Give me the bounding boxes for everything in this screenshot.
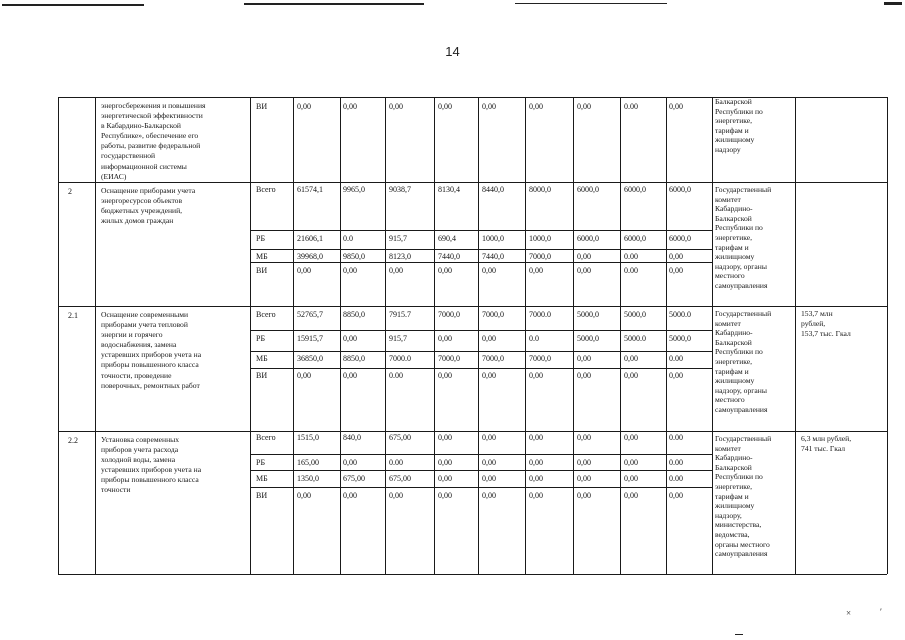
funding-value: 0.00 [669,433,683,442]
responsible-executor [715,309,797,415]
funding-value: 0,00 [482,491,496,500]
funding-value: 0,00 [482,474,496,483]
table-border-vertical [385,97,386,574]
responsible-line: Кабардино- [715,453,753,463]
funding-value: 0,00 [624,458,638,467]
indicator-line: 6,3 млн рублей, [801,434,852,443]
funding-value: 5000,0 [577,310,599,319]
responsible-line: самоуправления [715,404,768,414]
funding-value: 915,7 [389,334,407,343]
responsible-line: тарифам и [715,242,749,252]
page-number: 14 [445,44,460,59]
target-indicator [801,309,883,339]
funding-value: 0,00 [669,266,683,275]
scan-artifact-line [244,3,424,5]
funding-value: 0,00 [529,371,543,380]
responsible-line: жилищному [715,135,755,145]
funding-source: РБ [256,334,266,343]
indicator-line: 153,7 тыс. Гкал [801,329,851,338]
funding-value: 0,00 [624,371,638,380]
description-line: точности [101,485,131,495]
funding-value: 21606,1 [297,234,323,243]
description-line: энергосбережения и повышения [101,101,206,110]
responsible-line: энергетике, [715,232,753,242]
description-line: приборами учета тепловой [101,320,188,330]
table-border-horizontal [58,182,887,183]
responsible-line: ведомства, [715,529,750,539]
description-line: поверочных, ремонтных работ [101,380,200,390]
funding-value: 36850,0 [297,354,323,363]
funding-value: 7000,0 [482,310,504,319]
responsible-line: Кабардино- [715,328,753,338]
funding-value: 675,00 [343,474,365,483]
funding-value: 0.00 [624,102,638,111]
funding-value: 0,00 [577,474,591,483]
description-line: в Кабардино-Балкарской [101,121,181,131]
funding-value: 0,00 [482,334,496,343]
funding-source: МБ [256,252,268,261]
funding-value: 0,00 [343,334,357,343]
funding-value: 9965,0 [343,185,365,194]
responsible-line: Республики по [715,106,763,116]
funding-value: 5000.0 [624,334,646,343]
table-border-vertical [887,97,888,574]
scan-speck: × [846,608,852,618]
funding-source: ВИ [256,371,268,380]
funding-value: 0,00 [669,371,683,380]
responsible-executor [715,97,797,155]
funding-value: 7440,0 [438,252,460,261]
funding-value: 6000,0 [669,185,691,194]
row-number: 2 [68,187,72,196]
table-border-vertical [712,97,713,574]
responsible-line: Республики по [715,223,763,233]
funding-value: 0,00 [624,433,638,442]
funding-source: ВИ [256,491,268,500]
description-line: холодной воды, замена [101,455,176,465]
funding-value: 0,00 [577,371,591,380]
funding-value: 0,00 [297,102,311,111]
responsible-executor [715,185,797,291]
indicator-line: 741 тыс. Гкал [801,444,846,453]
responsible-line: местного [715,395,745,405]
funding-value: 7000.0 [529,310,551,319]
responsible-line: жилищному [715,376,755,386]
measure-description [101,101,251,182]
subrow-separator [250,487,712,488]
description-line: жилых домов граждан [101,216,174,226]
funding-value: 7000,0 [438,310,460,319]
funding-value: 0.00 [389,458,403,467]
table-border-vertical [434,97,435,574]
responsible-line: Государственный [715,434,772,443]
table-border-vertical [573,97,574,574]
funding-value: 0,00 [669,102,683,111]
funding-value: 0,00 [577,354,591,363]
funding-value: 0,00 [438,474,452,483]
funding-value: 0,00 [482,266,496,275]
funding-value: 0.00 [669,354,683,363]
funding-value: 15915,7 [297,334,323,343]
responsible-line: местного [715,271,745,281]
funding-value: 690,4 [438,234,456,243]
target-indicator [801,434,883,454]
scan-speck: ′ [880,607,882,617]
funding-value: 0.00 [669,458,683,467]
responsible-line: Республики по [715,472,763,482]
table-border-vertical [95,97,96,574]
responsible-line: Республики по [715,347,763,357]
funding-value: 0,00 [438,266,452,275]
funding-value: 675,00 [389,474,411,483]
responsible-line: тарифам и [715,125,749,135]
table-border-vertical [620,97,621,574]
funding-value: 0.0 [529,334,539,343]
funding-value: 8000,0 [529,185,551,194]
table-border-vertical [478,97,479,574]
funding-value: 0,00 [343,371,357,380]
funding-value: 0,00 [438,371,452,380]
description-line: работы, развитие федеральной [101,141,201,151]
subrow-separator [250,249,712,250]
funding-value: 165,00 [297,458,319,467]
funding-value: 0,00 [577,491,591,500]
funding-value: 0,00 [343,102,357,111]
funding-value: 0,00 [624,491,638,500]
description-line: точности, проведение [101,370,172,380]
funding-value: 0,00 [669,491,683,500]
responsible-line: надзору, органы [715,385,767,395]
funding-value: 0.00 [624,252,638,261]
subrow-separator [250,262,712,263]
funding-value: 6000,0 [624,234,646,243]
funding-value: 0,00 [297,266,311,275]
responsible-line: Балкарской [715,462,752,472]
funding-value: 7440,0 [482,252,504,261]
funding-value: 0,00 [577,433,591,442]
scan-artifact-line [884,2,902,5]
funding-source: ВИ [256,102,268,111]
funding-value: 0.00 [669,474,683,483]
responsible-line: надзору, органы [715,261,767,271]
responsible-line: энергетике, [715,116,753,126]
table-border-horizontal [58,306,887,307]
responsible-line: энергетике, [715,356,753,366]
description-line: устаревших приборов учета на [101,465,202,475]
responsible-line: надзору [715,144,741,154]
responsible-line: надзору, [715,510,742,520]
funding-value: 0,00 [343,458,357,467]
funding-value: 0,00 [297,491,311,500]
responsible-line: тарифам и [715,491,749,501]
description-line: Оснащение современными [101,310,189,319]
description-line: приборы повышенного класса [101,475,199,485]
table-border-vertical [58,97,59,574]
funding-value: 6000,0 [669,234,691,243]
funding-value: 675,00 [389,433,411,442]
responsible-line: комитет [715,443,741,453]
funding-value: 7000,0 [438,354,460,363]
responsible-line: жилищному [715,501,755,511]
indicator-line: рублей, [801,319,826,328]
funding-value: 0,00 [438,334,452,343]
subrow-separator [250,351,712,352]
subrow-separator [250,368,712,369]
funding-value: 5000,0 [577,334,599,343]
funding-source: Всего [256,310,276,319]
description-line: приборы повышенного класса [101,360,199,370]
funding-value: 915,7 [389,234,407,243]
description-line: бюджетных учреждений, [101,206,183,216]
subrow-separator [250,230,712,231]
funding-value: 0,00 [529,266,543,275]
funding-value: 0,00 [624,474,638,483]
measure-description [101,435,251,496]
funding-value: 1515,0 [297,433,319,442]
funding-value: 8850,0 [343,310,365,319]
funding-value: 0,00 [343,266,357,275]
funding-source: РБ [256,234,266,243]
description-line: информационной системы [101,161,187,171]
funding-value: 0,00 [529,433,543,442]
responsible-line: Балкарской [715,337,752,347]
funding-source: РБ [256,458,266,467]
description-line: государственной [101,151,156,161]
funding-value: 0,00 [669,252,683,261]
table-border-horizontal [58,574,887,575]
description-line: (ЕИАС) [101,171,127,181]
responsible-executor [715,434,797,559]
table-border-vertical [340,97,341,574]
funding-value: 39968,0 [297,252,323,261]
responsible-line: Балкарской [715,213,752,223]
funding-source: МБ [256,354,268,363]
funding-value: 0,00 [529,102,543,111]
description-line: водоснабжения, замена [101,340,177,350]
funding-value: 8123,0 [389,252,411,261]
funding-value: 0,00 [438,102,452,111]
row-number: 2.2 [68,436,78,445]
funding-value: 9850,0 [343,252,365,261]
indicator-line: 153,7 млн [801,309,833,318]
funding-value: 6000,0 [577,234,599,243]
funding-value: 0,00 [529,474,543,483]
funding-value: 7000,0 [529,252,551,261]
funding-value: 0.00 [624,266,638,275]
subrow-separator [250,470,712,471]
scan-artifact-line [735,634,743,635]
funding-value: 7915.7 [389,310,411,319]
measure-description [101,186,251,226]
table-border-vertical [525,97,526,574]
funding-source: ВИ [256,266,268,275]
funding-value: 0,00 [577,266,591,275]
description-line: энергии и горячего [101,330,163,340]
responsible-line: комитет [715,318,741,328]
funding-value: 840,0 [343,433,361,442]
funding-source: Всего [256,433,276,442]
funding-value: 1000,0 [529,234,551,243]
funding-value: 0,00 [482,433,496,442]
funding-value: 0,00 [577,102,591,111]
responsible-line: органы местного [715,539,770,549]
funding-value: 7000,0 [529,354,551,363]
funding-value: 1350,0 [297,474,319,483]
funding-value: 8130,4 [438,185,460,194]
responsible-line: Государственный [715,185,772,194]
description-line: Оснащение приборами учета [101,186,196,195]
responsible-line: Балкарской [715,97,752,106]
subrow-separator [250,454,712,455]
responsible-line: энергетике, [715,481,753,491]
funding-value: 61574,1 [297,185,323,194]
funding-value: 0,00 [577,458,591,467]
funding-value: 0,00 [389,491,403,500]
funding-value: 0,00 [389,102,403,111]
funding-value: 0,00 [438,491,452,500]
funding-value: 0,00 [389,266,403,275]
funding-value: 5000.0 [669,310,691,319]
funding-value: 0,00 [482,371,496,380]
funding-value: 6000,0 [624,185,646,194]
table-border-vertical [293,97,294,574]
funding-value: 7000.0 [389,354,411,363]
funding-value: 8850,0 [343,354,365,363]
funding-value: 0,00 [438,433,452,442]
funding-value: 7000,0 [482,354,504,363]
table-border-horizontal [58,431,887,432]
subrow-separator [250,330,712,331]
table-border-vertical [666,97,667,574]
responsible-line: комитет [715,194,741,204]
responsible-line: тарифам и [715,366,749,376]
funding-source: МБ [256,474,268,483]
description-line: энергетической эффективности [101,111,203,121]
funding-value: 0,00 [577,252,591,261]
funding-value: 0,00 [529,458,543,467]
funding-value: 0,00 [482,102,496,111]
responsible-line: Государственный [715,309,772,318]
responsible-line: Кабардино- [715,204,753,214]
funding-value: 0,00 [297,371,311,380]
funding-value: 0,00 [624,354,638,363]
responsible-line: жилищному [715,252,755,262]
row-number: 2.1 [68,311,78,320]
funding-value: 52765,7 [297,310,323,319]
measure-description [101,310,251,391]
funding-value: 9038,7 [389,185,411,194]
funding-value: 0,00 [438,458,452,467]
funding-value: 5000,0 [624,310,646,319]
description-line: Установка современных [101,435,180,444]
funding-value: 0,00 [482,458,496,467]
funding-value: 0,00 [529,491,543,500]
funding-value: 5000,0 [669,334,691,343]
responsible-line: самоуправления [715,549,768,559]
funding-value: 0,00 [343,491,357,500]
description-line: энергоресурсов объектов [101,196,183,206]
funding-value: 8440,0 [482,185,504,194]
funding-value: 6000,0 [577,185,599,194]
scan-artifact-line [515,3,667,4]
description-line: Республике», обеспечение его [101,131,199,141]
description-line: приборов учета расхода [101,445,179,455]
funding-value: 0.0 [343,234,353,243]
responsible-line: министерства, [715,520,762,530]
funding-value: 0.00 [389,371,403,380]
scan-artifact-line [2,4,144,6]
responsible-line: самоуправления [715,280,768,290]
funding-value: 1000,0 [482,234,504,243]
description-line: устаревших приборов учета на [101,350,202,360]
funding-source: Всего [256,185,276,194]
